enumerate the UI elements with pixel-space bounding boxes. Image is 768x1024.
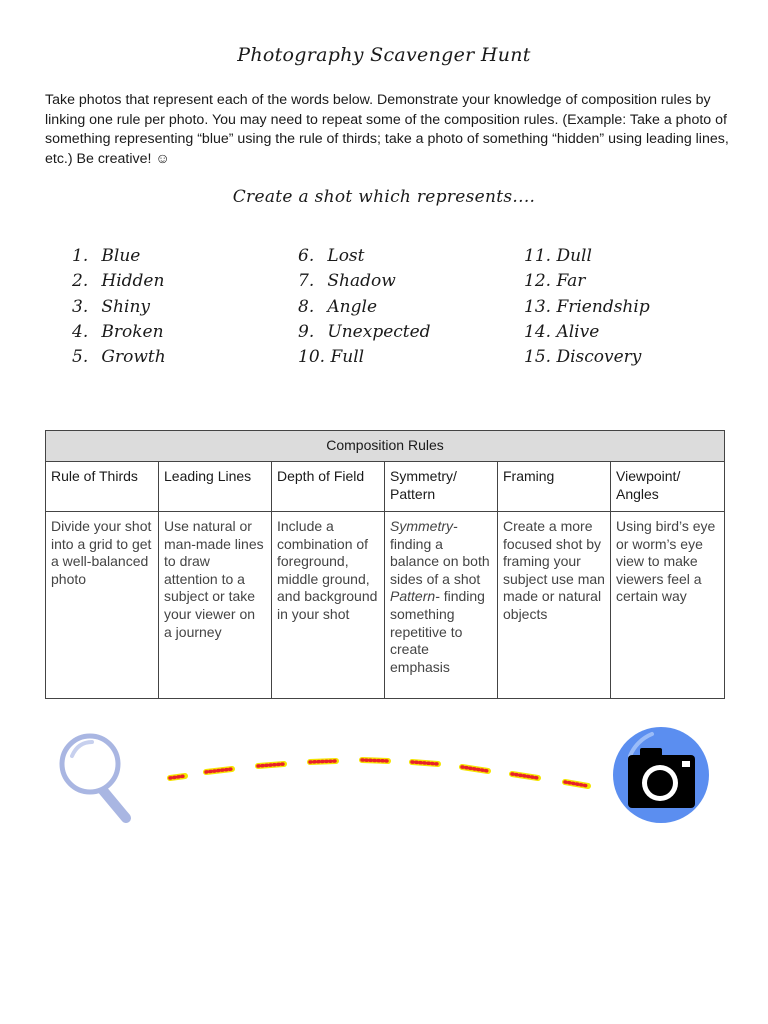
table-cell: Create a more focused shot by framing your subject use man made or natural objects: [498, 512, 611, 699]
table-row: [46, 512, 725, 699]
list-item: 10. Full: [298, 347, 365, 368]
table-header-row: [46, 462, 725, 512]
word-list-column-2: [298, 244, 431, 370]
list-subtitle: Create a shot which represents....: [232, 187, 536, 207]
list-item: 1. Blue: [72, 246, 141, 266]
table-header-cell: Symmetry/ Pattern: [385, 462, 498, 512]
list-item: 2. Hidden: [72, 271, 165, 292]
list-item: 11. Dull: [524, 246, 592, 266]
table-header-cell: Depth of Field: [272, 462, 385, 512]
intro-paragraph: Take photos that represent each of the words below. Demonstrate your knowledge of composition rules by linking one rule per photo. You may need to repeat some of the composition rules. (Example: Take a photo of something representing “blue” using the rule of thirds; take a photo of something “hidden” using leading lines, etc.) Be creative! ☺: [45, 92, 729, 167]
table-cell: Include a combination of foreground, middle ground, and background in your shot: [272, 512, 385, 699]
word-list-column-1: [72, 244, 166, 370]
list-item: 7. Shadow: [298, 271, 396, 292]
table-cell: [385, 512, 498, 699]
list-item: 13. Friendship: [524, 296, 650, 317]
table-cell: Use natural or man-made lines to draw attention to a subject or take your viewer on a journey: [159, 512, 272, 699]
dash-red: [170, 760, 588, 786]
table-header-cell: Leading Lines: [159, 462, 272, 512]
symmetry-term: Symmetry-: [390, 518, 458, 534]
table-cell: Divide your shot into a grid to get a well-balanced photo: [46, 512, 159, 699]
table-header-cell: Framing: [498, 462, 611, 512]
table-cell: Using bird’s eye or worm’s eye view to make viewers feel a certain way: [611, 512, 725, 699]
list-item: 6. Lost: [298, 246, 365, 266]
page-title: Photography Scavenger Hunt: [237, 44, 531, 66]
list-item: 5. Growth: [72, 347, 166, 368]
magnifying-glass-icon: [56, 730, 136, 826]
pattern-text: finding something repetitive to create emphasis: [390, 588, 485, 675]
list-item: 9. Unexpected: [298, 321, 431, 342]
composition-rules-table: [45, 430, 725, 699]
list-item: 15. Discovery: [524, 347, 642, 368]
symmetry-text: finding a balance on both sides of a shot: [390, 535, 490, 587]
word-list-column-3: [524, 244, 650, 370]
list-item: 14. Alive: [524, 321, 600, 342]
list-item: 8. Angle: [298, 296, 378, 317]
table-header-cell: Viewpoint/ Angles: [611, 462, 725, 512]
pattern-term: Pattern-: [390, 588, 440, 605]
list-item: 12. Far: [524, 271, 586, 292]
dash-yellow: [170, 760, 588, 786]
dashed-path: [160, 745, 600, 795]
table-header-cell: Rule of Thirds: [46, 462, 159, 512]
camera-icon: [612, 726, 710, 824]
table-caption: Composition Rules: [46, 431, 725, 462]
list-item: 4. Broken: [72, 321, 164, 342]
list-item: 3. Shiny: [72, 296, 150, 317]
